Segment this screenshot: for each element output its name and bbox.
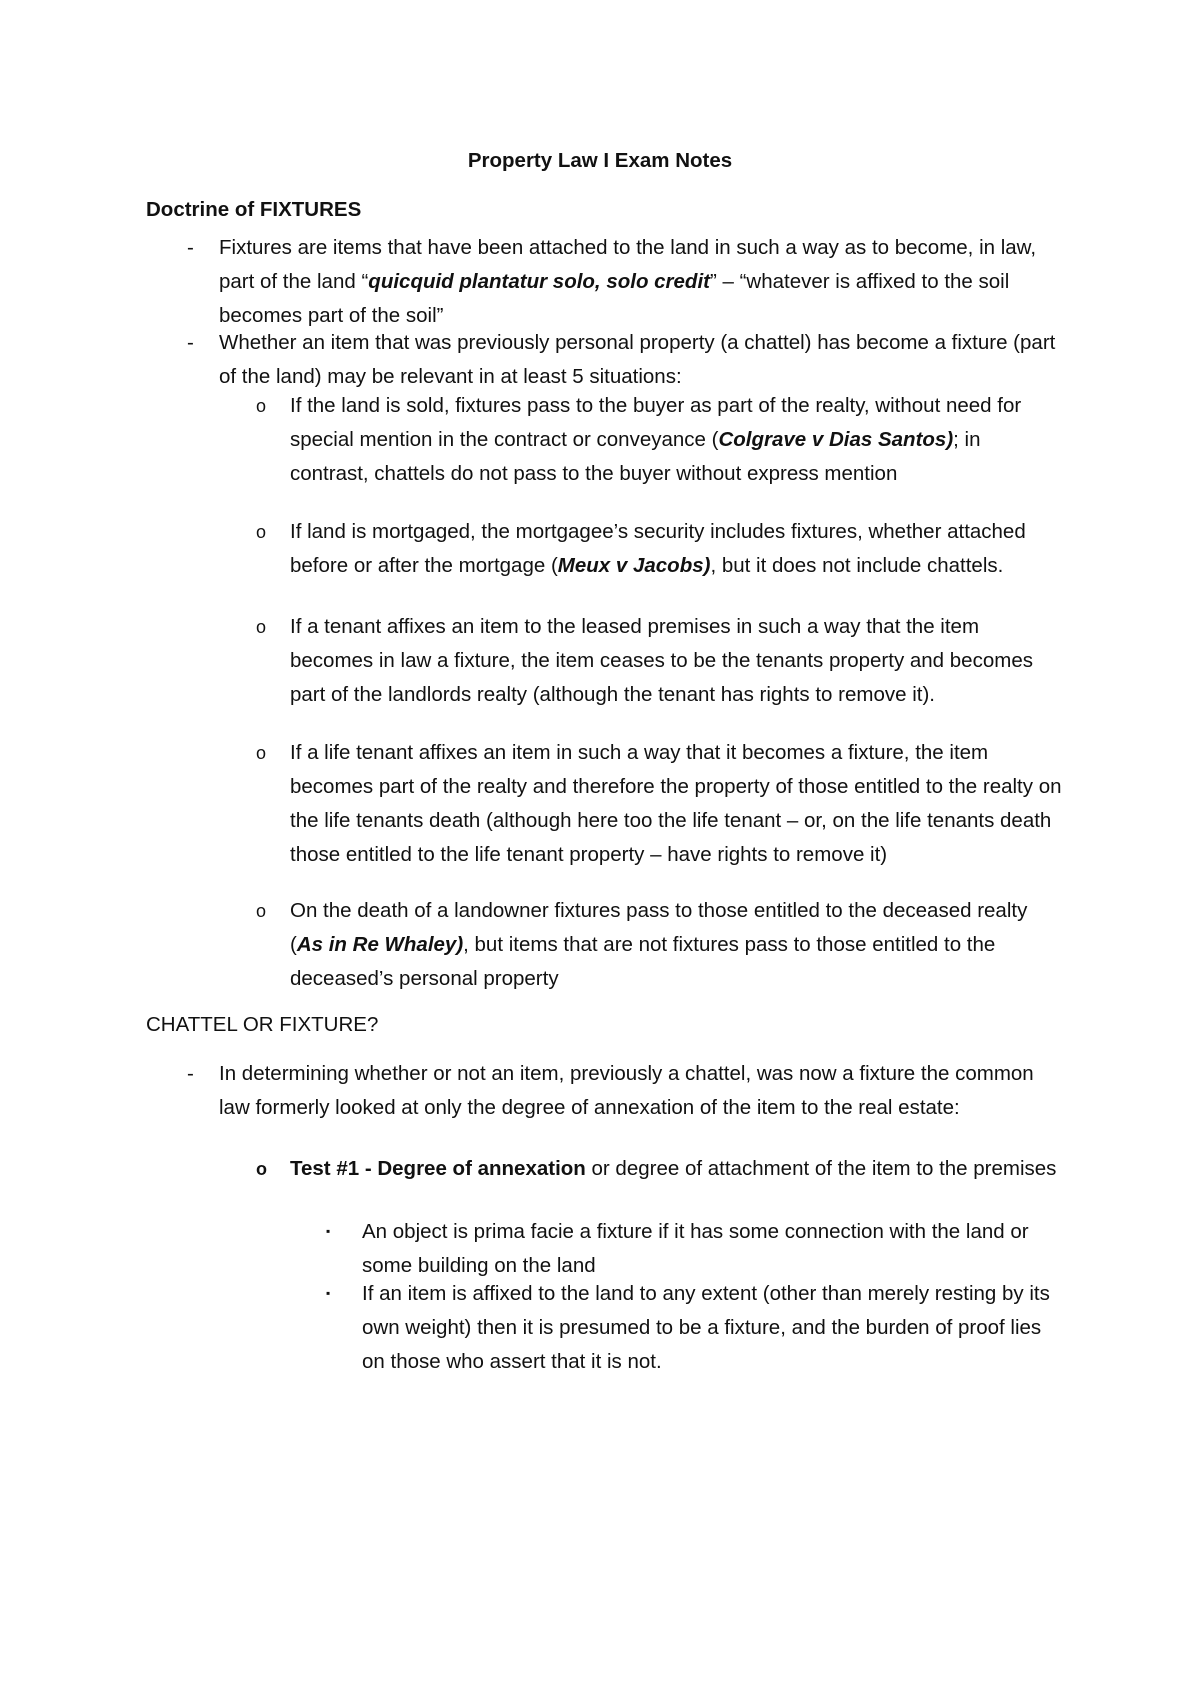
section-heading-fixtures: Doctrine of FIXTURES (146, 198, 362, 221)
list-item (256, 1152, 1062, 1186)
case-citation: Colgrave v Dias Santos) (718, 428, 954, 452)
latin-maxim: quicquid plantatur solo, solo credit (368, 270, 710, 294)
dash-marker: - (187, 331, 194, 354)
circle-marker: o (256, 901, 267, 921)
list-item (256, 515, 1062, 583)
list-item (256, 736, 1062, 872)
item-text: If a tenant affixes an item to the leased premises in such a way that the item becomes in law a fixture, the item ceases to be the tenants property and becomes part of the landlords realty (although the tenant has rights to remove it). (290, 615, 1033, 707)
dash-marker: - (187, 1062, 194, 1085)
list-item (187, 326, 1064, 394)
square-marker: ▪ (326, 1286, 331, 1300)
circle-marker: o (256, 617, 267, 637)
item-text: , but items that are not fixtures pass to those entitled to the deceased’s personal property (290, 933, 996, 991)
item-text: An object is prima facie a fixture if it has some connection with the land or some building on the land (362, 1220, 1029, 1278)
item-text: If an item is affixed to the land to any extent (other than merely resting by its own weight) then it is presumed to be a fixture, and the burden of proof lies on those who assert that it is not. (362, 1282, 1050, 1374)
list-item (187, 231, 1064, 333)
section-heading-chattel: CHATTEL OR FIXTURE? (146, 1013, 379, 1036)
circle-marker: o (256, 1159, 267, 1179)
circle-marker: o (256, 743, 267, 763)
circle-marker: o (256, 396, 267, 416)
item-text: Whether an item that was previously personal property (a chattel) has become a fixture (part of the land) may be relevant in at least 5 situations: (219, 331, 1056, 389)
page-title: Property Law I Exam Notes (467, 149, 733, 172)
list-item (256, 389, 1062, 491)
square-marker: ▪ (326, 1224, 331, 1238)
list-item (256, 894, 1062, 996)
item-text: Fixtures are items that have been attached to the land in such a way as to become, in law, part of the land “ (219, 236, 1037, 294)
item-text: If the land is sold, fixtures pass to the buyer as part of the realty, without need for special mention in the contract or conveyance ( (290, 394, 1022, 452)
list-item (256, 610, 1062, 712)
case-citation: As in Re Whaley) (296, 933, 464, 957)
item-text: ; in contrast, chattels do not pass to the buyer without express mention (290, 428, 981, 486)
item-text: In determining whether or not an item, previously a chattel, was now a fixture the common law formerly looked at only the degree of annexation of the item to the real estate: (219, 1062, 1034, 1120)
item-text: , but it does not include chattels. (710, 554, 1004, 578)
dash-marker: - (187, 236, 194, 259)
item-text: If a life tenant affixes an item in such a way that it becomes a fixture, the item becomes part of the realty and therefore the property of those entitled to the realty on the life tenants death (although here too the life tenant – or, on the life tenants death those entitled to the life tenant property – have rights to remove it) (290, 741, 1062, 867)
circle-marker: o (256, 522, 267, 542)
item-text: If land is mortgaged, the mortgagee’s security includes fixtures, whether attached before or after the mortgage ( (290, 520, 1026, 578)
item-text: On the death of a landowner fixtures pass to those entitled to the deceased realty ( (290, 899, 1028, 957)
list-item (326, 1277, 1062, 1379)
item-text: or degree of attachment of the item to the premises (585, 1157, 1057, 1180)
item-text: ” – “whatever is affixed to the soil becomes part of the soil” (219, 270, 1010, 328)
test-label: Test #1 - Degree of annexation (290, 1157, 586, 1180)
list-item (187, 1057, 1064, 1125)
list-item (326, 1215, 1062, 1283)
case-citation: Meux v Jacobs) (557, 554, 711, 578)
